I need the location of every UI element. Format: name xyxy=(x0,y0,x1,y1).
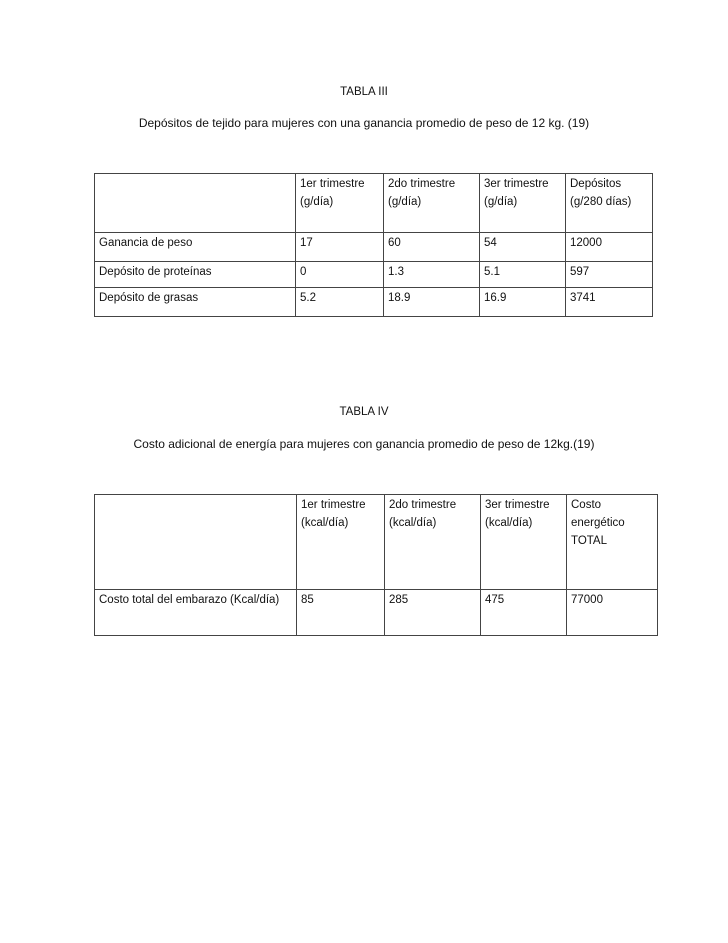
table3-header-row xyxy=(95,174,653,233)
table-row xyxy=(95,590,658,636)
table4-header-cell: 1er trimestre (kcal/día) xyxy=(297,495,385,590)
table3-header-cell: 3er trimestre (g/día) xyxy=(480,174,566,233)
table-row xyxy=(95,233,653,262)
table3-header-cell: 2do trimestre (g/día) xyxy=(384,174,480,233)
table4-title: TABLA IV xyxy=(339,406,389,418)
table-cell: 475 xyxy=(481,590,567,636)
table-cell: Depósito de proteínas xyxy=(95,262,296,288)
table4-header-row xyxy=(95,495,658,590)
table-cell: 1.3 xyxy=(384,262,480,288)
table4-header-cell: 3er trimestre (kcal/día) xyxy=(481,495,567,590)
table4-subtitle: Costo adicional de energía para mujeres con ganancia promedio de peso de 12kg.(19) xyxy=(133,437,595,451)
table-cell: 5.1 xyxy=(480,262,566,288)
table-cell: 18.9 xyxy=(384,288,480,317)
table3 xyxy=(94,173,653,317)
table-cell: 16.9 xyxy=(480,288,566,317)
table-row xyxy=(95,262,653,288)
table4-header-cell: 2do trimestre (kcal/día) xyxy=(385,495,481,590)
table-cell: 85 xyxy=(297,590,385,636)
table-cell: 60 xyxy=(384,233,480,262)
table-cell: Depósito de grasas xyxy=(95,288,296,317)
table3-header-cell: Depósitos (g/280 días) xyxy=(566,174,653,233)
table-cell: 77000 xyxy=(567,590,658,636)
table-cell: Costo total del embarazo (Kcal/día) xyxy=(95,590,297,636)
table-cell: 12000 xyxy=(566,233,653,262)
table-cell: 5.2 xyxy=(296,288,384,317)
table4-header-cell: Costo energético TOTAL xyxy=(567,495,658,590)
table-cell: 597 xyxy=(566,262,653,288)
table3-subtitle: Depósitos de tejido para mujeres con una ganancia promedio de peso de 12 kg. (19) xyxy=(138,116,590,130)
table3-header-cell: 1er trimestre (g/día) xyxy=(296,174,384,233)
table3-title: TABLA III xyxy=(340,86,388,98)
table4-header-cell xyxy=(95,495,297,590)
table-cell: 17 xyxy=(296,233,384,262)
table-row xyxy=(95,288,653,317)
table-cell: 0 xyxy=(296,262,384,288)
table4 xyxy=(94,494,658,636)
table-cell: 285 xyxy=(385,590,481,636)
table-cell: Ganancia de peso xyxy=(95,233,296,262)
table-cell: 3741 xyxy=(566,288,653,317)
table-cell: 54 xyxy=(480,233,566,262)
table3-header-cell xyxy=(95,174,296,233)
